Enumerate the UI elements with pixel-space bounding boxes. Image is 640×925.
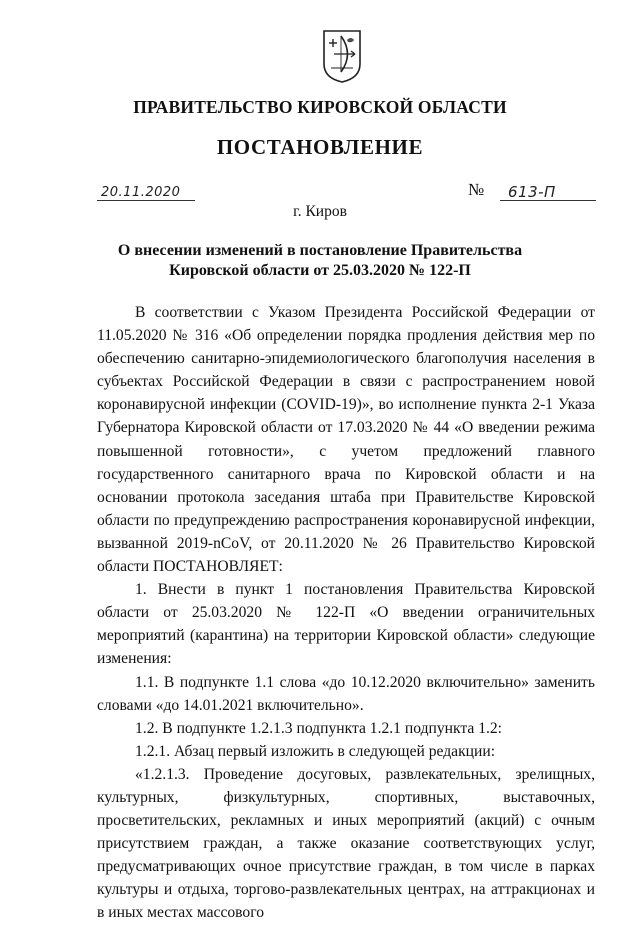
date-underline — [97, 200, 195, 201]
document-type: ПОСТАНОВЛЕНИЕ — [216, 135, 424, 159]
paragraph-1-1: 1.1. В подпункте 1.1 слова «до 10.12.2020 включительно» заменить словами «до 14.01.2021 включительно». — [97, 673, 595, 714]
paragraph-1: 1. Внести в пункт 1 постановления Правительства Кировской области от 25.03.2020 № 122-П «О введении ограничительных мероприятий (карантина) на территории Кировской области» следующие изменения: — [97, 581, 595, 668]
paragraph-1-2: 1.2. В подпункте 1.2.1.3 подпункта 1.2.1 подпункта 1.2: — [135, 719, 503, 737]
title-line-2: Кировской области от 25.03.2020 № 122-П — [169, 262, 471, 279]
paragraph-1-2-1: 1.2.1. Абзац первый изложить в следующей редакции: — [135, 742, 496, 760]
number-underline — [500, 200, 596, 201]
paragraph-preamble: В соответствии с Указом Президента Российской Федерации от 11.05.2020 № 316 «Об определении порядка продления действия мер по обеспечению санитарно-эпидемиологического благополучия населения в субъектах Российской Федерации в связи с распространением новой коронавирусной инфекции (COVID-19)», во исполнение пункта 2-1 Указа Губернатора Кировской области от 17.03.2020 № 44 «О введении режима повышенной готовности», с учетом предложений главного государственного санитарного врача по Кировской области и на основании протокола заседания штаба при Правительстве Кировской области по предупреждению распространения коронавирусной инфекции, вызванной 2019-nCoV, от 20.11.2020 № 26 Правительство Кировской области ПОСТАНОВЛЯЕТ: — [97, 304, 595, 576]
document-title — [0, 241, 640, 281]
number-value: 613-П — [508, 183, 556, 201]
date-value: 20.11.2020 — [101, 185, 181, 200]
number-sign: № — [468, 180, 485, 199]
paragraph-1-2-1-3: «1.2.1.3. Проведение досуговых, развлекательных, зрелищных, культурных, физкультурных, спортивных, выставочных, просветительских, рекламных и иных мероприятий (акций) с очным присутствием граждан, а также оказание соответствующих услуг, предусматривающих очное присутствие граждан, в том числе в парках культуры и отдыха, торгово-развлекательных центрах, на аттракционах и в иных местах массового — [97, 765, 595, 922]
document-body — [97, 301, 595, 925]
coat-of-arms-icon — [321, 28, 363, 84]
city: г. Киров — [293, 203, 347, 220]
title-line-1: О внесении изменений в постановление Правительства — [117, 242, 523, 259]
government-name: ПРАВИТЕЛЬСТВО КИРОВСКОЙ ОБЛАСТИ — [133, 97, 507, 117]
